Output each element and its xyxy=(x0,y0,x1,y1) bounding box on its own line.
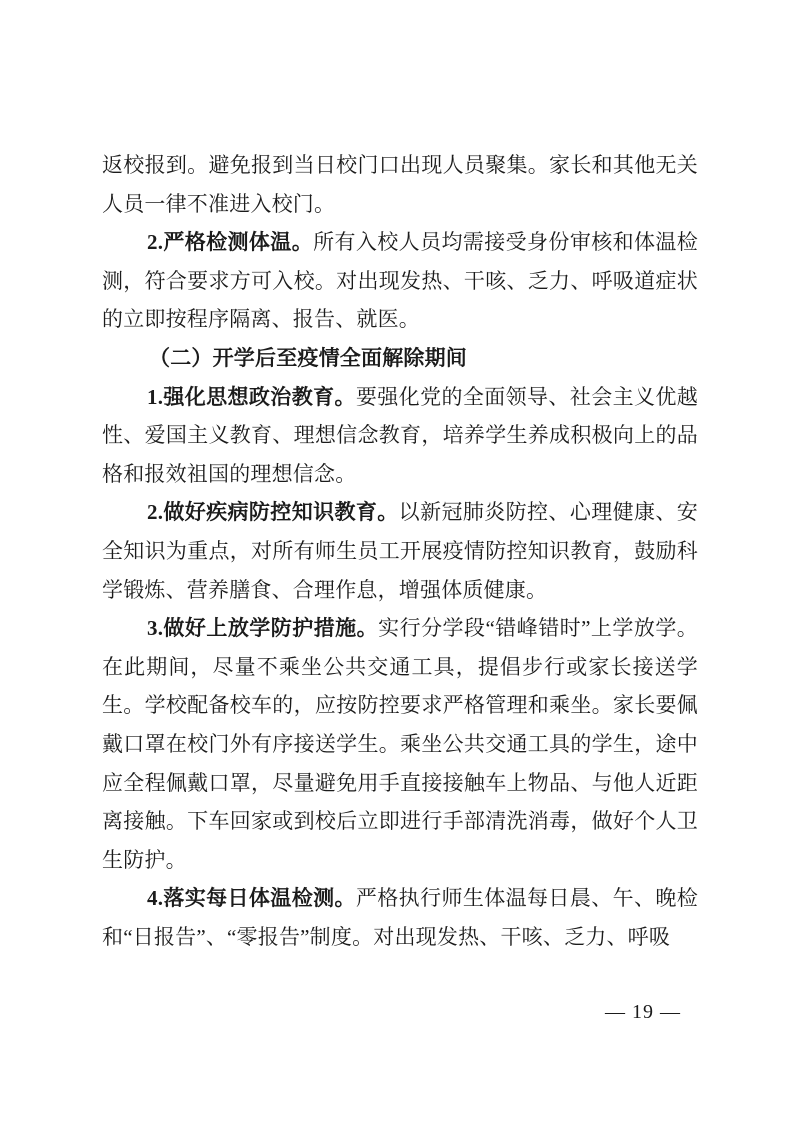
paragraph-text: 所有入校人员均需接受身份审核和体温检测，符合要求方可入校。对出现发热、干咳、乏力、呼吸道症状的立即按程序隔离、报告、就医。 xyxy=(102,230,698,332)
paragraph-lead: 4.落实每日体温检测。 xyxy=(147,886,356,911)
body-paragraph-continuation xyxy=(102,146,698,223)
paragraph-lead: 1.强化思想政治教育。 xyxy=(147,384,356,409)
paragraph-lead: 2.严格检测体温。 xyxy=(147,230,314,255)
paragraph-text: 严格执行师生体温每日晨、午、晚检和“日报告”、“零报告”制度。对出现发热、干咳、乏力、呼吸 xyxy=(102,886,698,949)
page-number: — 19 — xyxy=(605,1001,681,1023)
body-paragraph-item-2 xyxy=(102,223,698,339)
paragraph-text: 返校报到。避免报到当日校门口出现人员聚集。家长和其他无关人员一律不准进入校门。 xyxy=(102,153,698,216)
body-paragraph-item-2b xyxy=(102,493,698,609)
paragraph-lead: 3.做好上放学防护措施。 xyxy=(147,616,379,641)
document-body xyxy=(102,146,698,956)
paragraph-text: 要强化党的全面领导、社会主义优越性、爱国主义教育、理想信念教育，培养学生养成积极向上的品格和报效祖国的理想信念。 xyxy=(102,384,698,486)
paragraph-lead: 2.做好疾病防控知识教育。 xyxy=(147,500,399,525)
body-paragraph-item-4 xyxy=(102,879,698,956)
section-heading-text: （二）开学后至疫情全面解除期间 xyxy=(149,345,467,370)
body-paragraph-item-1 xyxy=(102,378,698,494)
paragraph-text: 实行分学段“错峰错时”上学放学。在此期间，尽量不乘坐公共交通工具，提倡步行或家长接送学生。学校配备校车的，应按防控要求严格管理和乘坐。家长要佩戴口罩在校门外有序接送学生。乘坐公共交通工具的学生，途中应全程佩戴口罩，尽量避免用手直接接触车上物品、与他人近距离接触。下车回家或到校后立即进行手部清洗消毒，做好个人卫生防护。 xyxy=(102,616,699,872)
body-paragraph-item-3 xyxy=(102,609,698,879)
paragraph-text: 以新冠肺炎防控、心理健康、安全知识为重点，对所有师生员工开展疫情防控知识教育，鼓励科学锻炼、营养膳食、合理作息，增强体质健康。 xyxy=(102,500,698,602)
section-heading xyxy=(102,339,698,378)
